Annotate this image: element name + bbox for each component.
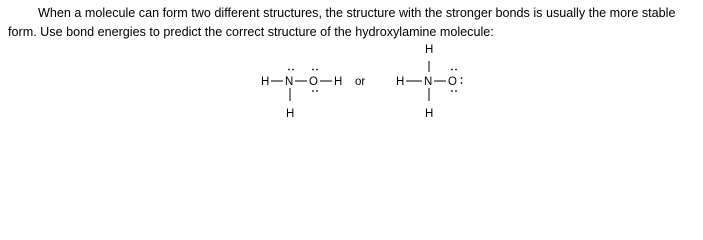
left-o-atom: O — [309, 76, 318, 88]
left-n-lone-pair-dot — [292, 69, 294, 71]
left-structure — [261, 69, 342, 120]
right-o-lone-pair-dot — [455, 90, 457, 92]
right-o-lone-pair-dot — [461, 77, 463, 79]
left-o-lone-pair-dot — [312, 69, 314, 71]
right-structure — [396, 44, 462, 120]
right-o-lone-pair-dot — [461, 82, 463, 84]
or-separator: or — [355, 76, 366, 88]
right-h-top-atom: H — [425, 44, 434, 56]
left-o-lone-pair-dot — [316, 90, 318, 92]
left-h2-atom: H — [334, 76, 343, 88]
right-o-lone-pair-dot — [451, 69, 453, 71]
left-o-lone-pair-dot — [312, 90, 314, 92]
question-text: When a molecule can form two different structures, the structure with the stronger bonds is usually the more stable form. Use bond energies to predict the correct structure of the hydroxylamine molecule: — [8, 6, 676, 39]
left-n-atom: N — [285, 76, 294, 88]
right-o-atom: O — [448, 76, 457, 88]
right-h1-atom: H — [396, 76, 405, 88]
left-h1-atom: H — [261, 76, 270, 88]
right-h-bottom-atom: H — [425, 108, 434, 120]
right-o-lone-pair-dot — [455, 69, 457, 71]
left-o-lone-pair-dot — [316, 69, 318, 71]
left-n-lone-pair-dot — [288, 69, 290, 71]
left-h3-atom: H — [286, 108, 295, 120]
right-o-lone-pair-dot — [451, 90, 453, 92]
right-n-atom: N — [424, 76, 433, 88]
